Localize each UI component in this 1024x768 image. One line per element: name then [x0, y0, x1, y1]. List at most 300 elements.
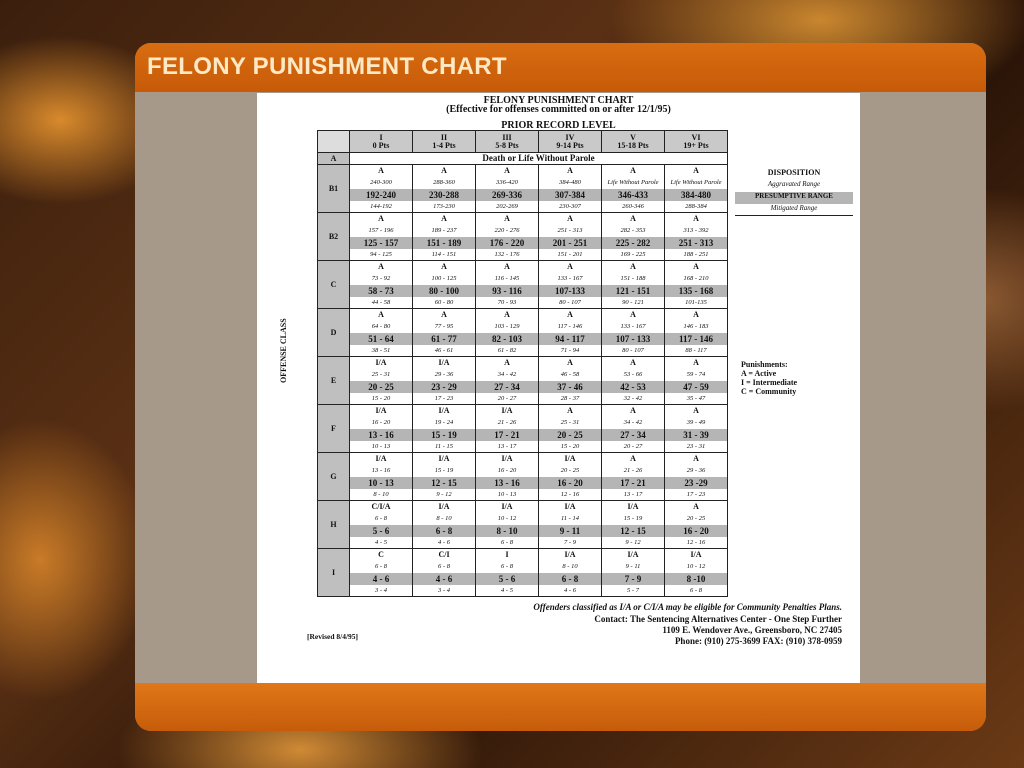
disposition: C/I: [438, 550, 450, 559]
sentence-cell: [539, 165, 602, 213]
presumptive-range: 225 - 282: [602, 237, 664, 249]
offense-class-row: [318, 405, 728, 453]
sentence-cell: [602, 309, 665, 357]
mitigated-range: 15 - 20: [560, 443, 580, 450]
aggravated-range: 288-360: [433, 179, 455, 186]
mitigated-range: 4 - 5: [501, 587, 513, 594]
title-bar: [135, 43, 986, 92]
punishment-intermediate: I = Intermediate: [741, 378, 798, 387]
presumptive-range: 5 - 6: [476, 573, 538, 585]
disposition: I: [505, 550, 509, 559]
sentence-cell: [539, 213, 602, 261]
mitigated-range: 6 - 8: [501, 539, 513, 546]
disposition: A: [567, 406, 573, 415]
sentence-cell: [665, 405, 728, 453]
disposition: A: [504, 262, 510, 271]
sentence-cell: [476, 357, 539, 405]
aggravated-range: 73 - 92: [371, 275, 391, 282]
mitigated-range: 20 - 27: [623, 443, 643, 450]
disposition: A: [567, 310, 573, 319]
presumptive-range: 23 - 29: [413, 381, 475, 393]
presumptive-range: 27 - 34: [602, 429, 664, 441]
contact-phone: Phone: (910) 275-3699 FAX: (910) 378-0959: [674, 636, 842, 646]
sentence-cell: [665, 549, 728, 597]
prior-level-header: [539, 131, 602, 153]
presumptive-range: 16 - 20: [539, 477, 601, 489]
disposition: A: [504, 310, 510, 319]
mitigated-range: 3 - 4: [375, 587, 387, 594]
aggravated-range: 336-420: [496, 179, 518, 186]
sentence-cell: [413, 405, 476, 453]
disposition: I/A: [627, 550, 639, 559]
sentence-cell: [476, 405, 539, 453]
presumptive-range: 107-133: [539, 285, 601, 297]
mitigated-range: 61 - 82: [497, 347, 517, 354]
presumptive-range: 251 - 313: [665, 237, 727, 249]
presumptive-range: 20 - 25: [350, 381, 412, 393]
mitigated-range: 13 - 17: [623, 491, 643, 498]
presumptive-range: 58 - 73: [350, 285, 412, 297]
disposition: A: [630, 310, 636, 319]
offense-class-row: [318, 357, 728, 405]
sentence-cell: [602, 165, 665, 213]
disposition: A: [693, 166, 699, 175]
prior-record-header: PRIOR RECORD LEVEL: [501, 120, 616, 131]
presumptive-range: 121 - 151: [602, 285, 664, 297]
disposition: I/A: [438, 454, 450, 463]
disposition: C/I/A: [371, 502, 391, 511]
aggravated-range: 15 - 19: [434, 467, 454, 474]
disposition: A: [378, 214, 384, 223]
presumptive-range: 4 - 6: [350, 573, 412, 585]
aggravated-range: 157 - 196: [368, 227, 394, 234]
mitigated-range: 12 - 16: [686, 539, 706, 546]
punishment-active: A = Active: [741, 369, 777, 378]
aggravated-range: 282 - 353: [620, 227, 646, 234]
mitigated-range: 71 - 94: [560, 347, 580, 354]
class-a-text: Death or Life Without Parole: [350, 153, 728, 165]
mitigated-range: 4 - 6: [564, 587, 576, 594]
presumptive-range: 230-288: [413, 189, 475, 201]
sentence-cell: [476, 501, 539, 549]
aggravated-range: 220 - 276: [494, 227, 520, 234]
aggravated-range: 103 - 129: [494, 323, 520, 330]
aggravated-range: 240-300: [370, 179, 392, 186]
sentence-cell: [476, 453, 539, 501]
disposition: A: [567, 214, 573, 223]
presumptive-range: 269-336: [476, 189, 538, 201]
disposition: A: [630, 358, 636, 367]
mitigated-range: 13 - 17: [497, 443, 517, 450]
mitigated-range: 114 - 151: [431, 251, 457, 258]
presumptive-range: 80 - 100: [413, 285, 475, 297]
presumptive-range: 176 - 220: [476, 237, 538, 249]
corner-cell: [318, 131, 350, 153]
mitigated-range: 132 - 176: [494, 251, 520, 258]
mitigated-range: 4 - 6: [438, 539, 450, 546]
mitigated-range: 80 - 107: [559, 299, 581, 306]
contact-block: [594, 614, 842, 647]
aggravated-range: 100 - 125: [431, 275, 457, 282]
mitigated-range: 151 - 201: [557, 251, 583, 258]
presumptive-range: 23 -29: [665, 477, 727, 489]
presumptive-range: 8 - 10: [476, 525, 538, 537]
presumptive-range: 135 - 168: [665, 285, 727, 297]
sentence-cell: [413, 453, 476, 501]
presumptive-range: 17 - 21: [476, 429, 538, 441]
mitigated-range: 80 - 107: [622, 347, 644, 354]
aggravated-range: 20 - 25: [686, 515, 706, 522]
punishments-key: [741, 360, 797, 396]
presumptive-range: 192-240: [350, 189, 412, 201]
sentence-cell: [665, 357, 728, 405]
presumptive-range: 94 - 117: [539, 333, 601, 345]
sentence-cell: [413, 261, 476, 309]
disposition: A: [693, 502, 699, 511]
offense-class-label: OFFENSE CLASS: [279, 318, 288, 383]
sentence-cell: [413, 501, 476, 549]
row-header: C: [318, 261, 350, 309]
presumptive-range: 12 - 15: [602, 525, 664, 537]
presumptive-range: 151 - 189: [413, 237, 475, 249]
aggravated-range: Life Without Parole: [607, 179, 659, 186]
aggravated-range: 29 - 36: [434, 371, 454, 378]
sentence-cell: [602, 453, 665, 501]
mitigated-range: 260-346: [622, 203, 644, 210]
presumptive-range: 15 - 19: [413, 429, 475, 441]
sentence-cell: [350, 213, 413, 261]
aggravated-range: 133 - 167: [557, 275, 583, 282]
aggravated-range: 6 - 8: [375, 563, 387, 570]
mitigated-range: 28 - 37: [560, 395, 580, 402]
sentence-cell: [539, 405, 602, 453]
presumptive-range: 47 - 59: [665, 381, 727, 393]
scanned-document: [257, 93, 860, 683]
row-header: B1: [318, 165, 350, 213]
mitigated-range: 230-307: [559, 203, 581, 210]
sentence-cell: [350, 309, 413, 357]
row-header: B2: [318, 213, 350, 261]
disposition: A: [567, 358, 573, 367]
document-title: FELONY PUNISHMENT CHART: [483, 95, 634, 106]
sentence-cell: [539, 357, 602, 405]
presumptive-range: 37 - 46: [539, 381, 601, 393]
aggravated-range: 8 - 10: [436, 515, 452, 522]
presumptive-range: 6 - 8: [539, 573, 601, 585]
prior-level-header: [476, 131, 539, 153]
disposition: I/A: [564, 454, 576, 463]
aggravated-range: 13 - 16: [371, 467, 391, 474]
aggravated-range: 25 - 31: [560, 419, 580, 426]
presumptive-range: 20 - 25: [539, 429, 601, 441]
mitigated-range: 17 - 23: [434, 395, 454, 402]
sentence-cell: [476, 549, 539, 597]
aggravated-range: 59 - 74: [686, 371, 706, 378]
presumptive-range: 10 - 13: [350, 477, 412, 489]
aggravated-range: 117 - 146: [557, 323, 583, 330]
disposition: A: [567, 166, 573, 175]
punishment-community: C = Community: [741, 387, 797, 396]
aggravated-range: 251 - 313: [557, 227, 583, 234]
mitigated-range: 9 - 12: [436, 491, 452, 498]
sentence-cell: [476, 213, 539, 261]
bottom-bar: [135, 683, 986, 731]
sentence-cell: [602, 501, 665, 549]
disposition: I/A: [438, 502, 450, 511]
mitigated-range: 6 - 8: [690, 587, 702, 594]
presumptive-range: 31 - 39: [665, 429, 727, 441]
presumptive-range: 61 - 77: [413, 333, 475, 345]
sentence-cell: [476, 309, 539, 357]
disposition: A: [378, 262, 384, 271]
sentence-cell: [539, 549, 602, 597]
aggravated-range: 8 - 10: [562, 563, 578, 570]
level-points: 1-4 Pts: [432, 140, 456, 150]
aggravated-range: 168 - 210: [683, 275, 709, 282]
presumptive-range: 307-384: [539, 189, 601, 201]
presumptive-range: 42 - 53: [602, 381, 664, 393]
presumptive-range: 384-480: [665, 189, 727, 201]
mitigated-range: 8 - 10: [373, 491, 389, 498]
level-points: 15-18 Pts: [617, 140, 649, 150]
presumptive-range: 6 - 8: [413, 525, 475, 537]
punishments-heading: Punishments:: [741, 360, 788, 369]
sentence-cell: [602, 357, 665, 405]
mitigated-range: 144-192: [370, 203, 392, 210]
sentence-cell: [350, 357, 413, 405]
mitigated-range: 10 - 13: [371, 443, 391, 450]
disposition: A: [441, 166, 447, 175]
aggravated-range: 133 - 167: [620, 323, 646, 330]
aggravated-range: 313 - 392: [683, 227, 709, 234]
aggravated-range: 6 - 8: [501, 563, 513, 570]
row-header: H: [318, 501, 350, 549]
presumptive-range: 82 - 103: [476, 333, 538, 345]
aggravated-range: 15 - 19: [623, 515, 643, 522]
presumptive-range: 8 -10: [665, 573, 727, 585]
aggravated-range: 189 - 237: [431, 227, 457, 234]
disposition: I/A: [627, 502, 639, 511]
disposition: A: [630, 262, 636, 271]
offense-class-row: [318, 549, 728, 597]
sentence-cell: [602, 213, 665, 261]
disposition: A: [504, 214, 510, 223]
sentence-cell: [602, 549, 665, 597]
presumptive-range: 13 - 16: [476, 477, 538, 489]
presumptive-range: 346-433: [602, 189, 664, 201]
offense-class-row: [318, 165, 728, 213]
sentence-cell: [350, 405, 413, 453]
sentence-cell: [665, 453, 728, 501]
aggravated-range: 384-480: [559, 179, 581, 186]
level-points: 0 Pts: [372, 140, 390, 150]
disposition: A: [693, 358, 699, 367]
level-numeral: V: [630, 132, 636, 142]
disposition: I/A: [564, 502, 576, 511]
mitigated-range: 188 - 251: [683, 251, 709, 258]
disposition: A: [693, 454, 699, 463]
mitigated-range: 9 - 12: [625, 539, 641, 546]
aggravated-range: 29 - 36: [686, 467, 706, 474]
disposition: A: [441, 214, 447, 223]
aggravated-range: 10 - 12: [497, 515, 517, 522]
aggravated-range: 21 - 26: [497, 419, 517, 426]
aggravated-range: 21 - 26: [623, 467, 643, 474]
mitigated-range: 288-384: [685, 203, 707, 210]
presumptive-range: 117 - 146: [665, 333, 727, 345]
punishment-table: [317, 130, 728, 597]
aggravated-range: 39 - 49: [686, 419, 706, 426]
sentence-cell: [665, 165, 728, 213]
level-numeral: II: [440, 132, 448, 142]
disposition: I/A: [501, 454, 513, 463]
aggravated-range: 116 - 145: [494, 275, 520, 282]
sentence-cell: [413, 213, 476, 261]
offense-class-row: [318, 453, 728, 501]
legend-presumptive: PRESUMPTIVE RANGE: [735, 192, 853, 204]
disposition: A: [630, 406, 636, 415]
sentence-cell: [665, 501, 728, 549]
aggravated-range: 25 - 31: [371, 371, 391, 378]
disposition: A: [693, 310, 699, 319]
prior-level-header: [350, 131, 413, 153]
mitigated-range: 23 - 31: [686, 443, 706, 450]
presumptive-range: 5 - 6: [350, 525, 412, 537]
prior-level-header: [665, 131, 728, 153]
aggravated-range: 9 - 11: [625, 563, 641, 570]
level-points: 9-14 Pts: [556, 140, 584, 150]
mitigated-range: 173-230: [433, 203, 455, 210]
mitigated-range: 90 - 121: [622, 299, 644, 306]
disposition: I/A: [375, 358, 387, 367]
revised-date: [Revised 8/4/95]: [307, 632, 359, 641]
row-header: I: [318, 549, 350, 597]
mitigated-range: 3 - 4: [438, 587, 450, 594]
level-numeral: III: [502, 132, 512, 142]
mitigated-range: 38 - 51: [371, 347, 391, 354]
prior-level-header: [413, 131, 476, 153]
mitigated-range: 20 - 27: [497, 395, 517, 402]
row-header: F: [318, 405, 350, 453]
disposition: A: [441, 262, 447, 271]
sentence-cell: [476, 165, 539, 213]
mitigated-range: 46 - 61: [434, 347, 454, 354]
disposition: I/A: [438, 358, 450, 367]
disposition-legend: [735, 168, 853, 216]
mitigated-range: 10 - 13: [497, 491, 517, 498]
level-numeral: VI: [691, 132, 701, 142]
disposition: A: [378, 166, 384, 175]
disposition: A: [504, 166, 510, 175]
sentence-cell: [350, 165, 413, 213]
sentence-cell: [413, 357, 476, 405]
mitigated-range: 88 - 117: [685, 347, 707, 354]
presumptive-range: 13 - 16: [350, 429, 412, 441]
mitigated-range: 4 - 5: [375, 539, 387, 546]
mitigated-range: 7 - 9: [564, 539, 576, 546]
sentence-cell: [539, 453, 602, 501]
sentence-cell: [539, 261, 602, 309]
mitigated-range: 60 - 80: [434, 299, 454, 306]
sentence-cell: [350, 453, 413, 501]
sentence-cell: [602, 261, 665, 309]
sentence-cell: [476, 261, 539, 309]
disposition: C: [378, 550, 384, 559]
legend-aggravated: Aggravated Range: [767, 180, 821, 188]
level-numeral: IV: [565, 132, 575, 142]
disposition: I/A: [375, 454, 387, 463]
sentence-cell: [413, 165, 476, 213]
row-header: E: [318, 357, 350, 405]
disposition: A: [693, 214, 699, 223]
mitigated-range: 5 - 7: [627, 587, 639, 594]
offense-class-row: [318, 309, 728, 357]
slide-title: FELONY PUNISHMENT CHART: [147, 53, 507, 80]
disposition: A: [504, 358, 510, 367]
aggravated-range: 20 - 25: [560, 467, 580, 474]
row-header: A: [318, 153, 350, 165]
presumptive-range: 16 - 20: [665, 525, 727, 537]
presumptive-range: 51 - 64: [350, 333, 412, 345]
disposition: A: [567, 262, 573, 271]
eligibility-note: Offenders classified as I/A or C/I/A may be eligible for Community Penalties Plans.: [533, 602, 842, 612]
presumptive-range: 125 - 157: [350, 237, 412, 249]
disposition: I/A: [690, 550, 702, 559]
offense-class-row: [318, 213, 728, 261]
disposition: A: [630, 166, 636, 175]
disposition: A: [693, 262, 699, 271]
sentence-cell: [539, 501, 602, 549]
mitigated-range: 15 - 20: [371, 395, 391, 402]
aggravated-range: 16 - 20: [371, 419, 391, 426]
aggravated-range: 10 - 12: [686, 563, 706, 570]
disposition: I/A: [564, 550, 576, 559]
aggravated-range: 6 - 8: [438, 563, 450, 570]
mitigated-range: 169 - 225: [620, 251, 646, 258]
sentence-cell: [350, 501, 413, 549]
prior-level-header: [602, 131, 665, 153]
aggravated-range: 19 - 24: [434, 419, 454, 426]
disposition: I/A: [501, 502, 513, 511]
mitigated-range: 35 - 47: [686, 395, 706, 402]
presumptive-range: 107 - 133: [602, 333, 664, 345]
aggravated-range: 34 - 42: [497, 371, 517, 378]
mitigated-range: 11 - 15: [435, 443, 453, 450]
sentence-cell: [539, 309, 602, 357]
aggravated-range: 46 - 58: [560, 371, 580, 378]
disposition: I/A: [375, 406, 387, 415]
aggravated-range: Life Without Parole: [670, 179, 722, 186]
document-subtitle: (Effective for offenses committed on or after 12/1/95): [446, 104, 671, 115]
presumptive-range: 12 - 15: [413, 477, 475, 489]
legend-heading: DISPOSITION: [767, 168, 821, 177]
sentence-cell: [665, 309, 728, 357]
disposition: A: [378, 310, 384, 319]
aggravated-range: 6 - 8: [375, 515, 387, 522]
aggravated-range: 146 - 183: [683, 323, 709, 330]
aggravated-range: 77 - 95: [434, 323, 454, 330]
sentence-cell: [665, 261, 728, 309]
class-a-row: [318, 153, 728, 165]
mitigated-range: 32 - 42: [623, 395, 643, 402]
disposition: A: [630, 214, 636, 223]
aggravated-range: 34 - 42: [623, 419, 643, 426]
offense-class-row: [318, 501, 728, 549]
presumptive-range: 27 - 34: [476, 381, 538, 393]
aggravated-range: 53 - 66: [623, 371, 643, 378]
mitigated-range: 101-135: [685, 299, 707, 306]
presumptive-range: 93 - 116: [476, 285, 538, 297]
